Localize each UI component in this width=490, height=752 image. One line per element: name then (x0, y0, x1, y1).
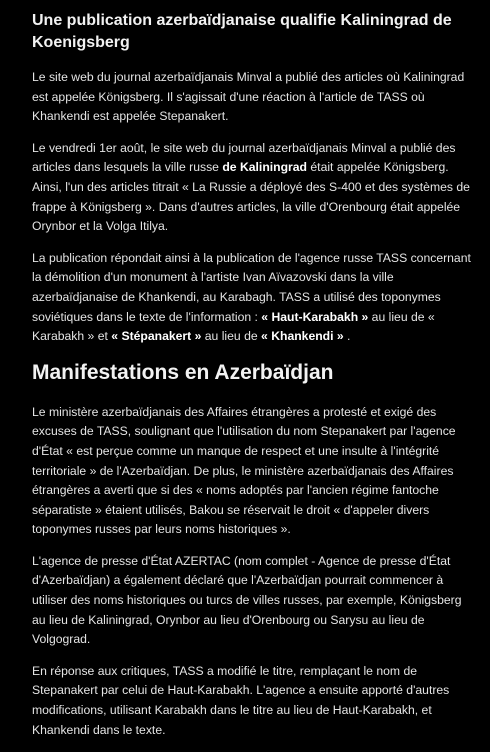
paragraph-tass-publication (32, 249, 472, 347)
text-run: Le vendredi 1er août, le site web du journal azerbaïdjanais Minval a publié des articles dans lesquels la ville russe (32, 140, 456, 175)
paragraph-intro: Le site web du journal azerbaïdjanais Minval a publié des articles où Kaliningrad est appelée Königsberg. Il s'agissait d'une réaction à l'article de TASS où Khankendi est appelée Stepanakert. (32, 70, 465, 124)
text-run: était appelée Königsberg. Ainsi, l'un des articles titrait « La Russie a déployé des S-400 et des systèmes de frappe à Königsberg ». Dans d'autres articles, la ville d'Orenbourg était appelée Orynbor et la Volga Itilya. (32, 160, 470, 234)
article-body (32, 10, 472, 752)
bold-text-haut-karabakh: « Haut-Karabakh » (261, 309, 369, 324)
bold-text-stepanakert: « Stépanakert » (111, 329, 202, 344)
section-heading: Manifestations en Azerbaïdjan (32, 360, 334, 384)
bold-text-khankendi: « Khankendi » (261, 329, 344, 344)
article-heading: Une publication azerbaïdjanaise qualifie Kaliningrad de Koenigsberg (32, 12, 452, 51)
bold-text-kaliningrad: de Kaliningrad (222, 160, 308, 175)
paragraph-tass-response: En réponse aux critiques, TASS a modifié le titre, remplaçant le nom de Stepanakert par celui de Haut-Karabakh. L'agence a ensuite apporté d'autres modifications, utilisant Karabakh dans le titre au lieu de Haut-Karabakh, et Khankendi dans le texte. (32, 663, 450, 737)
text-run: au lieu de « Karabakh » et (32, 309, 435, 344)
text-run: . (343, 329, 351, 344)
text-run: La publication répondait ainsi à la publication de l'agence russe TASS concernant la démolition d'un monument à l'artiste Ivan Aïvazovski dans la ville azerbaïdjanaise de Khankendi, au Karabagh. TASS a utilisé des toponymes soviétiques dans le texte de l'information : (32, 250, 471, 324)
paragraph-azertac: L'agence de presse d'État AZERTAC (nom complet - Agence de presse d'État d'Azerbaïdjan) a également déclaré que l'Azerbaïdjan pourrait commencer à utiliser des noms historiques ou turcs de villes russes, par exemple, Königsberg au lieu de Kaliningrad, Orynbor au lieu d'Orenbourg ou Sarysu au lieu de Volgograd. (32, 553, 462, 647)
text-run: au lieu de (201, 329, 262, 344)
paragraph-ministry-protest: Le ministère azerbaïdjanais des Affaires étrangères a protesté et exigé des excuses de TASS, soulignant que l'utilisation du nom Stepanakert par l'agence d'État « est perçue comme un manque de respect et une insulte à l'intégrité territoriale » de l'Azerbaïdjan. De plus, le ministère azerbaïdjanais des Affaires étrangères a averti que si des « noms adoptés par l'ancien régime fantoche séparatiste » étaient utilisés, Bakou se réservait le droit « d'appeler divers toponymes russes par leurs noms historiques ». (32, 404, 456, 537)
paragraph-minval-articles (32, 139, 472, 237)
